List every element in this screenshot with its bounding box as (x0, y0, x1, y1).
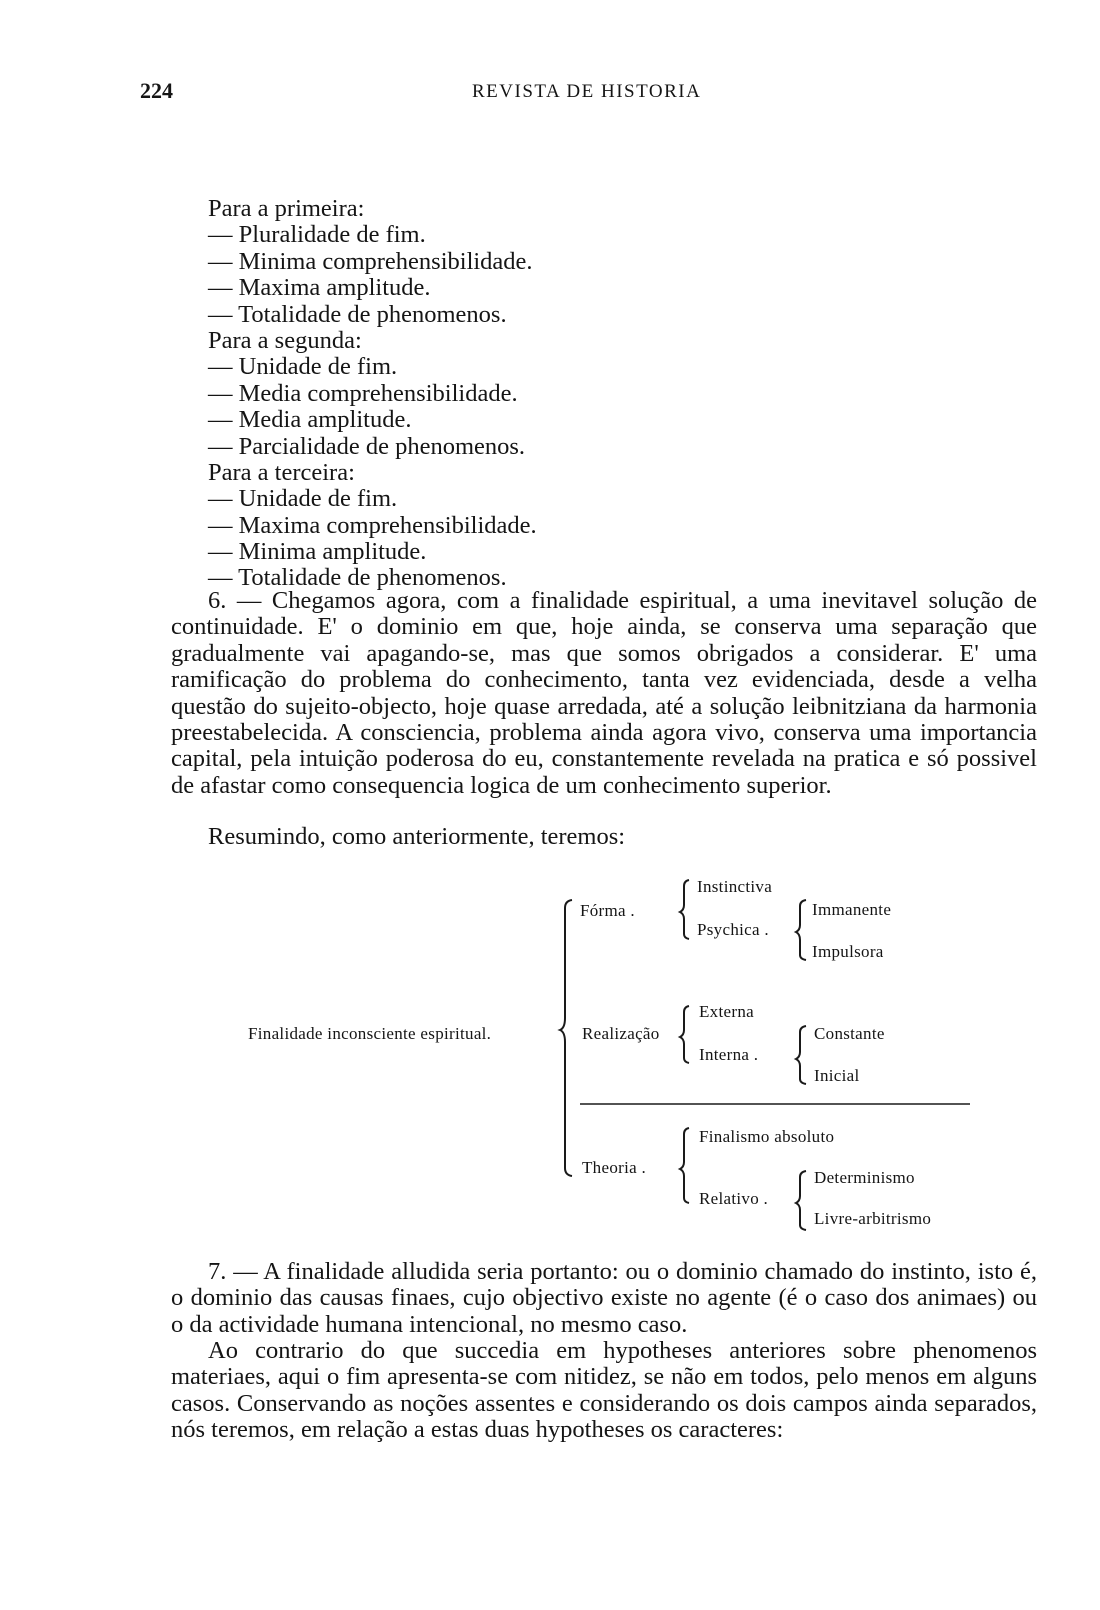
diagram-forma-label: Fórma . (580, 901, 635, 920)
psychica-brace (796, 900, 806, 960)
list-item: — Media comprehensibilidade. (208, 379, 518, 407)
list-item: — Maxima comprehensibilidade. (208, 511, 537, 539)
journal-title: REVISTA DE HISTORIA (472, 81, 702, 102)
list-item: — Parcialidade de phenomenos. (208, 432, 526, 460)
characteristics-list (208, 196, 1048, 592)
list-item: — Pluralidade de fim. (208, 221, 426, 249)
diagram-realizacao-label: Realização (582, 1024, 660, 1043)
diagram-livre-label: Livre-arbitrismo (814, 1209, 932, 1228)
main-brace (560, 900, 572, 1176)
interna-brace (796, 1026, 806, 1084)
list-item: — Maxima amplitude. (208, 274, 431, 302)
diagram-finalismo-label: Finalismo absoluto (699, 1127, 835, 1146)
summary-line: Resumindo, como anteriormente, teremos: (208, 823, 626, 850)
list-heading-primeira: Para a primeira: (208, 195, 365, 222)
diagram-externa-label: Externa (699, 1002, 754, 1021)
page-number: 224 (140, 78, 173, 103)
relativo-brace (796, 1171, 806, 1230)
realizacao-brace (680, 1006, 689, 1063)
diagram-root-label: Finalidade inconsciente espiritual. (248, 1024, 492, 1043)
diagram-psychica-label: Psychica . (697, 920, 769, 939)
list-item: — Minima amplitude. (208, 538, 427, 566)
forma-brace (680, 880, 689, 939)
diagram-theoria-label: Theoria . (582, 1158, 647, 1177)
list-item: — Unidade de fim. (208, 485, 398, 513)
diagram-determinismo-label: Determinismo (814, 1168, 915, 1187)
diagram-relativo-label: Relativo . (699, 1189, 769, 1208)
diagram-immanente-label: Immanente (812, 900, 892, 919)
list-heading-segunda: Para a segunda: (208, 326, 362, 354)
paragraph-section-7-continued: Ao contrario do que succedia em hypotheses anteriores sobre phenomenos materiaes, aqui o fim apresenta-se com nitidez, se não em todos, pelo menos em alguns casos. Conservando as noções assentes e considerando os dois campos ainda separados, nós teremos, em relação a estas duas hypotheses os caracteres: (171, 1337, 1037, 1444)
list-item: — Unidade de fim. (208, 353, 398, 381)
list-item: — Media amplitude. (208, 406, 412, 434)
list-item: — Minima comprehensibilidade. (208, 247, 533, 275)
paragraph-section-7: 7. — A finalidade alludida seria portanto: ou o dominio chamado do instinto, isto é, o dominio das causas finaes, cujo objectivo existe no agente (é o caso dos animaes) ou o da actividade humana intencional, no mesmo caso. (171, 1258, 1037, 1338)
list-item: — Totalidade de phenomenos. (208, 300, 507, 328)
running-head (140, 78, 1040, 108)
theoria-brace (680, 1128, 689, 1203)
diagram-instinctiva-label: Instinctiva (697, 877, 773, 896)
paragraph-section-6: 6. — Chegamos agora, com a finalidade espiritual, a uma inevitavel solução de continuidade. E' o dominio em que, hoje ainda, se conserva uma separação que gradualmente vai apagando-se, mas que somos obrigados a considerar. E' uma ramificação do problema do conhecimento, tanta vez evidenciada, desde a velha questão do sujeito-objecto, hoje quase arredada, até a solução leibnitziana da harmonia preestabelecida. A consciencia, problema ainda agora vivo, conserva uma importancia capital, pela intuição poderosa do eu, constantemente revelada na pratica e só possivel de afastar como consequencia logica de um conhecimento superior. (171, 587, 1037, 799)
diagram-inicial-label: Inicial (814, 1066, 860, 1085)
diagram-interna-label: Interna . (699, 1045, 759, 1064)
diagram-constante-label: Constante (814, 1024, 885, 1043)
diagram-impulsora-label: Impulsora (812, 942, 884, 961)
list-heading-terceira: Para a terceira: (208, 458, 355, 486)
list-item: — Totalidade de phenomenos. (208, 564, 507, 592)
